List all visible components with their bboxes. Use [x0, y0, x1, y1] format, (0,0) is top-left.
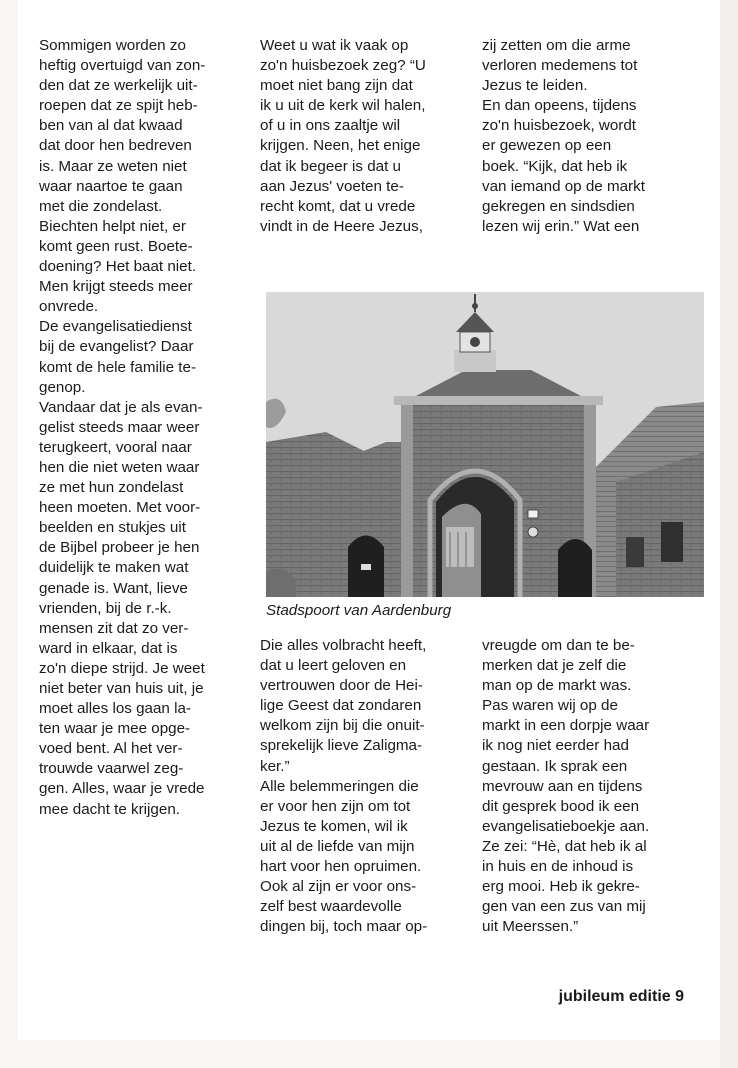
text-line: ten waar je mee opge- [39, 720, 191, 738]
text-line: dit gesprek bood ik een [482, 797, 640, 815]
text-line: doening? Het baat niet. [39, 258, 197, 276]
city-gate-illustration [266, 292, 704, 597]
text-line: dat door hen bedreven [39, 137, 192, 155]
text-line: hart voor hen opruimen. [260, 858, 422, 876]
text-line: vindt in de Heere Jezus, [260, 217, 423, 235]
text-line: Die alles volbracht heeft, [260, 637, 427, 654]
text-line: man op de markt was. [482, 677, 632, 695]
text-line: welkom zijn bij die onuit- [260, 717, 425, 735]
text-line: dingen bij, toch maar op- [260, 918, 428, 936]
text-line: ward in elkaar, dat is [39, 639, 178, 657]
article-column-left [39, 36, 244, 820]
text-line: zij zetten om die arme [482, 37, 631, 54]
text-line: uit Meerssen.” [482, 918, 579, 936]
page-edge [720, 0, 738, 1068]
text-line: met die zondelast. [39, 197, 163, 215]
text-line: recht komt, dat u vrede [260, 197, 416, 215]
text-line: Ook al zijn er voor ons- [260, 878, 417, 896]
text-line: ik nog niet eerder had [482, 737, 629, 755]
text-line: mevrouw aan en tijdens [482, 777, 643, 795]
text-line: Sommigen worden zo [39, 37, 186, 54]
text-line: Pas waren wij op de [482, 697, 618, 715]
text-line: zelf best waardevolle [260, 898, 402, 916]
text-line: er voor hen zijn om tot [260, 797, 411, 815]
text-line: verloren medemens tot [482, 57, 638, 75]
text-line: lezen wij erin.” Wat een [482, 217, 640, 235]
text-line: krijgen. Neen, het enige [260, 137, 421, 155]
text-line: dat u leert geloven en [260, 657, 407, 675]
text-line: gestaan. Ik sprak een [482, 757, 628, 775]
text-line: Alle belemmeringen die [260, 777, 419, 795]
photo-caption: Stadspoort van Aardenburg [266, 602, 452, 619]
text-line: niet beter van huis uit, je [39, 680, 204, 697]
text-line: vertrouwen door de Hei- [260, 677, 423, 695]
text-line: er gewezen op een [482, 137, 612, 155]
text-line: ben van al dat kwaad [39, 117, 183, 135]
text-line: evangelisatieboekje aan. [482, 817, 650, 835]
text-line: waar naartoe te gaan [39, 177, 183, 195]
text-line: erg mooi. Heb ik gekre- [482, 878, 640, 896]
text-line: sprekelijk lieve Zaligma- [260, 737, 423, 755]
text-line: heftig overtuigd van zon- [39, 57, 206, 75]
gate-photo [266, 292, 704, 597]
text-line: markt in een dorpje waar [482, 717, 650, 735]
text-line: of u in ons zaaltje wil [260, 117, 401, 135]
text-line: mee dacht te krijgen. [39, 800, 180, 818]
text-line: genade is. Want, lieve [39, 579, 188, 597]
text-line: Weet u wat ik vaak op [260, 37, 409, 54]
text-line: ker.” [260, 757, 290, 775]
text-line: zo'n huisbezoek, wordt [482, 117, 637, 135]
text-line: hen die niet weten waar [39, 458, 200, 476]
text-line: boek. “Kijk, dat heb ik [482, 157, 628, 175]
text-line: zo'n diepe strijd. Je weet [39, 659, 205, 677]
article-column-middle-bottom [260, 636, 470, 937]
text-line: Jezus te komen, wil ik [260, 817, 408, 835]
text-line: vreugde om dan te be- [482, 637, 635, 654]
text-line: trouwde vaarwel zeg- [39, 760, 184, 778]
text-line: duidelijk te maken wat [39, 559, 189, 577]
text-line: De evangelisatiedienst [39, 318, 192, 336]
text-line: vrienden, bij de r.-k. [39, 599, 172, 617]
text-line: gen van een zus van mij [482, 898, 646, 916]
text-line: terugkeert, vooral naar [39, 438, 192, 456]
text-line: in huis en de inhoud is [482, 858, 634, 876]
text-line: merken dat je zelf die [482, 657, 627, 675]
text-line: Jezus te leiden. [482, 77, 588, 95]
text-line: moet alles los gaan la- [39, 700, 191, 718]
text-line: komt geen rust. Boete- [39, 237, 193, 255]
text-line: Ze zei: “Hè, dat heb ik al [482, 837, 647, 855]
article-column-middle-top [260, 36, 470, 237]
text-line: den dat ze werkelijk uit- [39, 77, 198, 95]
text-line: genop. [39, 378, 86, 396]
text-line: dat ik begeer is dat u [260, 157, 401, 175]
text-line: lige Geest dat zondaren [260, 697, 422, 715]
text-line: ze met hun zondelast [39, 479, 184, 497]
page-footer: jubileum editie 9 [558, 988, 684, 1005]
text-line: heen moeten. Met voor- [39, 499, 201, 517]
text-line: voed bent. Al het ver- [39, 740, 183, 758]
text-line: komt de hele familie te- [39, 358, 197, 376]
text-line: mensen zit dat zo ver- [39, 619, 189, 637]
article-column-right-bottom [482, 636, 702, 937]
text-line: gelist steeds maar weer [39, 418, 200, 436]
text-line: gekregen en sindsdien [482, 197, 635, 215]
text-line: moet niet bang zijn dat [260, 77, 413, 95]
text-line: ik u uit de kerk wil halen, [260, 97, 426, 115]
text-line: onvrede. [39, 298, 99, 316]
text-line: beelden en stukjes uit [39, 519, 186, 537]
text-line: Vandaar dat je als evan- [39, 398, 203, 416]
text-line: En dan opeens, tijdens [482, 97, 637, 115]
text-line: Men krijgt steeds meer [39, 278, 193, 296]
article-column-right-top [482, 36, 702, 237]
text-line: van iemand op de markt [482, 177, 645, 195]
text-line: bij de evangelist? Daar [39, 338, 194, 356]
text-line: roepen dat ze spijt heb- [39, 97, 198, 115]
text-line: is. Maar ze weten niet [39, 157, 187, 175]
text-line: aan Jezus' voeten te- [260, 177, 404, 195]
text-line: gen. Alles, waar je vrede [39, 780, 205, 798]
text-line: Biechten helpt niet, er [39, 217, 186, 235]
text-line: uit al de liefde van mijn [260, 837, 415, 855]
text-line: zo'n huisbezoek zeg? “U [260, 57, 426, 75]
text-line: de Bijbel probeer je hen [39, 539, 200, 557]
magazine-page [18, 0, 720, 1040]
